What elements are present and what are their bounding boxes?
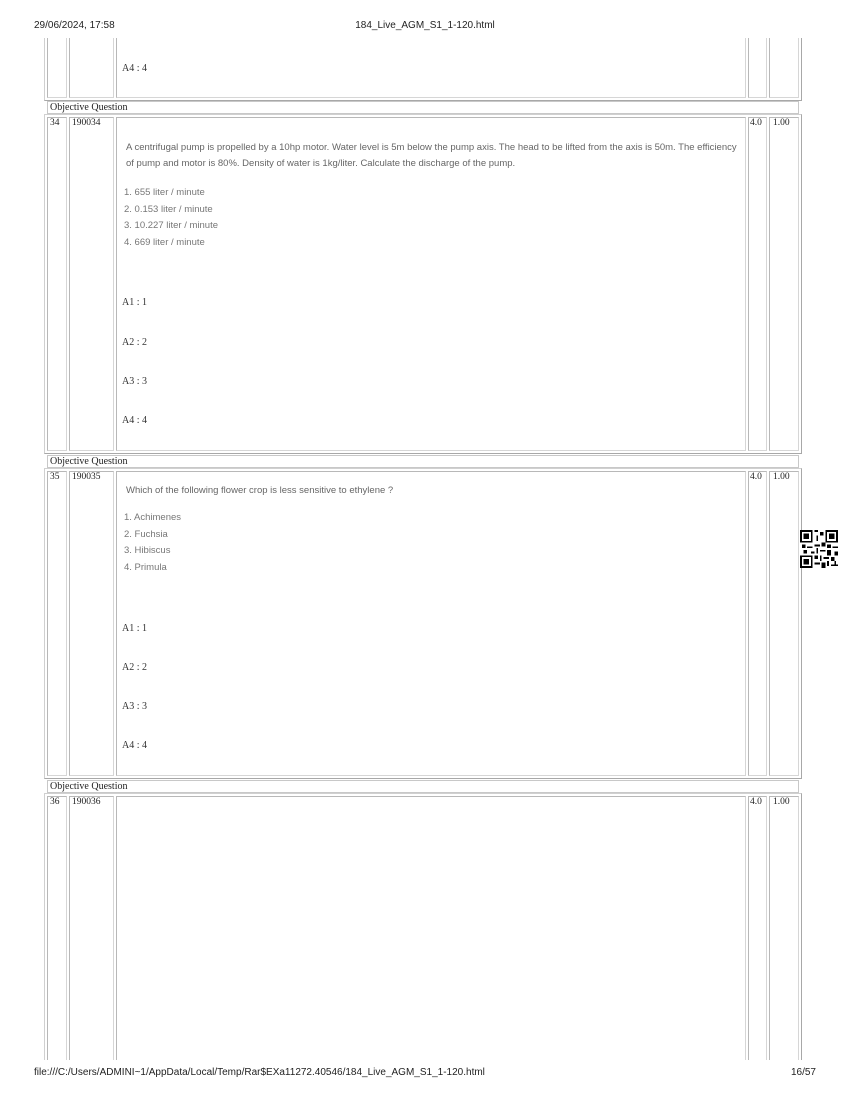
section-label: Objective Question	[47, 101, 799, 114]
neg-cell	[769, 117, 799, 451]
option-item: 3. 10.227 liter / minute	[124, 220, 218, 231]
answer-option: A3 : 3	[122, 701, 147, 712]
qid-cell	[69, 117, 114, 451]
neg-cell	[769, 471, 799, 776]
option-item: 2. 0.153 liter / minute	[124, 203, 213, 215]
option-item: 4. Primula	[124, 561, 167, 573]
question-serial: 35	[50, 472, 60, 482]
answer-option: A2 : 2	[122, 337, 147, 348]
question-serial: 34	[50, 118, 60, 128]
question-serial: 36	[50, 797, 60, 807]
question-cell	[116, 471, 746, 776]
qid-cell	[69, 471, 114, 776]
negative-marks-value: 1.00	[773, 472, 790, 482]
answer-option: A4 : 4	[122, 415, 147, 426]
question-id: 190035	[72, 472, 101, 482]
marks-cell	[748, 471, 767, 776]
negative-marks-value: 1.00	[773, 118, 790, 128]
file-path: file:///C:/Users/ADMINI~1/AppData/Local/Temp/Rar$EXa11272.40546/184_Live_AGM_S1_1-120.html	[34, 1067, 485, 1078]
marks-value: 4.0	[750, 797, 762, 807]
page-number: 16/57	[790, 1067, 816, 1078]
print-datetime: 29/06/2024, 17:58	[34, 20, 115, 31]
marks-cell	[748, 38, 767, 98]
question-id: 190036	[72, 797, 101, 807]
qid-cell	[69, 38, 114, 98]
sno-cell	[47, 38, 67, 98]
answer-option: A1 : 1	[122, 297, 147, 308]
neg-cell	[769, 38, 799, 98]
question-cell	[116, 796, 746, 1060]
answer-option: A1 : 1	[122, 623, 147, 634]
negative-marks-value: 1.00	[773, 797, 790, 807]
answer-option: A2 : 2	[122, 662, 147, 673]
answer-option: A4 : 4	[122, 63, 147, 74]
marks-value: 4.0	[750, 118, 762, 128]
section-label: Objective Question	[47, 455, 799, 468]
question-text: A centrifugal pump is propelled by a 10hp motor. Water level is 5m below the pump axis. The head to be lifted from the axis is 50m. The efficiency of pump and motor is 80%. Density of water is 1kg/liter. Calculate the discharge of the pump.	[126, 142, 737, 169]
section-label: Objective Question	[47, 780, 799, 793]
option-item: 3. Hibiscus	[124, 545, 171, 556]
option-item: 4. 669 liter / minute	[124, 236, 205, 248]
question-text: Which of the following flower crop is less sensitive to ethylene ?	[126, 485, 394, 496]
question-id: 190034	[72, 118, 101, 128]
qid-cell	[69, 796, 114, 1060]
options-list	[124, 510, 181, 576]
sno-cell	[47, 117, 67, 451]
answer-option: A4 : 4	[122, 740, 147, 751]
option-item: 2. Fuchsia	[124, 528, 168, 540]
marks-cell	[748, 796, 767, 1060]
marks-value: 4.0	[750, 472, 762, 482]
sno-cell	[47, 796, 67, 1060]
marks-cell	[748, 117, 767, 451]
neg-cell	[769, 796, 799, 1060]
options-list	[124, 185, 218, 251]
option-item: 1. Achimenes	[124, 512, 182, 523]
sno-cell	[47, 471, 67, 776]
question-cell	[116, 38, 746, 98]
qr-code-image	[800, 530, 838, 568]
option-item: 1. 655 liter / minute	[124, 187, 205, 198]
answer-option: A3 : 3	[122, 376, 147, 387]
print-title: 184_Live_AGM_S1_1-120.html	[355, 20, 495, 31]
